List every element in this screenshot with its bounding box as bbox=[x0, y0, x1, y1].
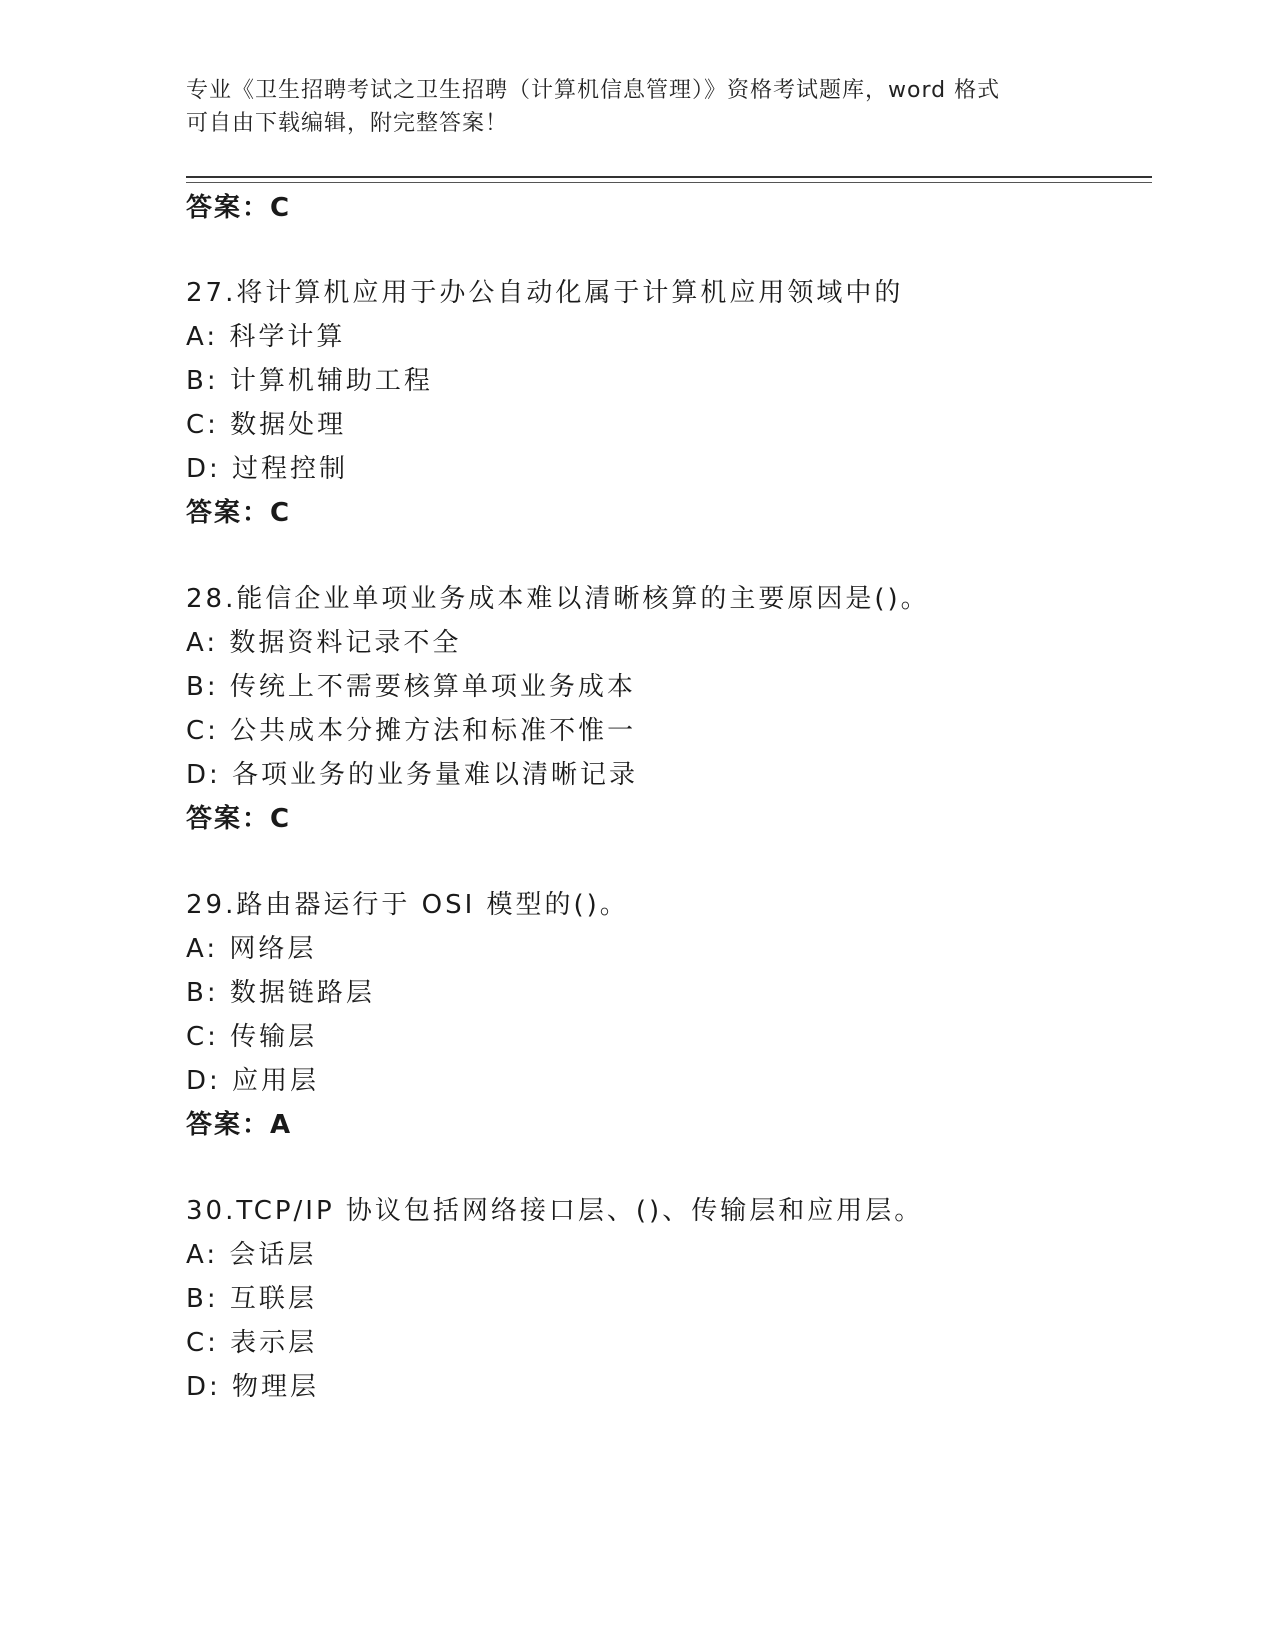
question-27-option-c: C: 数据处理 bbox=[186, 410, 347, 440]
header-divider-thin bbox=[186, 182, 1152, 183]
question-30-option-b: B: 互联层 bbox=[186, 1284, 317, 1314]
question-29-stem: 29.路由器运行于 OSI 模型的()。 bbox=[186, 890, 629, 920]
question-29-answer: 答案：A bbox=[186, 1110, 293, 1140]
question-29-option-b: B: 数据链路层 bbox=[186, 978, 375, 1008]
question-30-option-c: C: 表示层 bbox=[186, 1328, 318, 1358]
document-header bbox=[186, 74, 1086, 140]
question-27-option-a: A: 科学计算 bbox=[186, 322, 346, 352]
question-30-option-d: D: 物理层 bbox=[186, 1372, 320, 1402]
question-28-option-d: D: 各项业务的业务量难以清晰记录 bbox=[186, 760, 639, 790]
question-28-option-b: B: 传统上不需要核算单项业务成本 bbox=[186, 672, 636, 702]
question-28-option-a: A: 数据资料记录不全 bbox=[186, 628, 462, 658]
question-30-option-a: A: 会话层 bbox=[186, 1240, 317, 1270]
previous-answer: 答案：C bbox=[186, 193, 292, 223]
question-29-option-c: C: 传输层 bbox=[186, 1022, 318, 1052]
question-29-option-d: D: 应用层 bbox=[186, 1066, 320, 1096]
question-28-stem: 28.能信企业单项业务成本难以清晰核算的主要原因是()。 bbox=[186, 584, 930, 614]
question-27-answer: 答案：C bbox=[186, 498, 292, 528]
question-30-stem: 30.TCP/IP 协议包括网络接口层、()、传输层和应用层。 bbox=[186, 1196, 924, 1226]
header-line-1: 专业《卫生招聘考试之卫生招聘（计算机信息管理）》资格考试题库，word 格式 bbox=[186, 78, 1001, 103]
header-line-2: 可自由下载编辑，附完整答案！ bbox=[186, 111, 509, 136]
question-28-option-c: C: 公共成本分摊方法和标准不惟一 bbox=[186, 716, 637, 746]
question-29-option-a: A: 网络层 bbox=[186, 934, 317, 964]
question-27-stem: 27.将计算机应用于办公自动化属于计算机应用领域中的 bbox=[186, 278, 904, 308]
question-27-option-b: B: 计算机辅助工程 bbox=[186, 366, 433, 396]
question-27-option-d: D: 过程控制 bbox=[186, 454, 349, 484]
header-divider-thick bbox=[186, 176, 1152, 178]
question-28-answer: 答案：C bbox=[186, 804, 292, 834]
